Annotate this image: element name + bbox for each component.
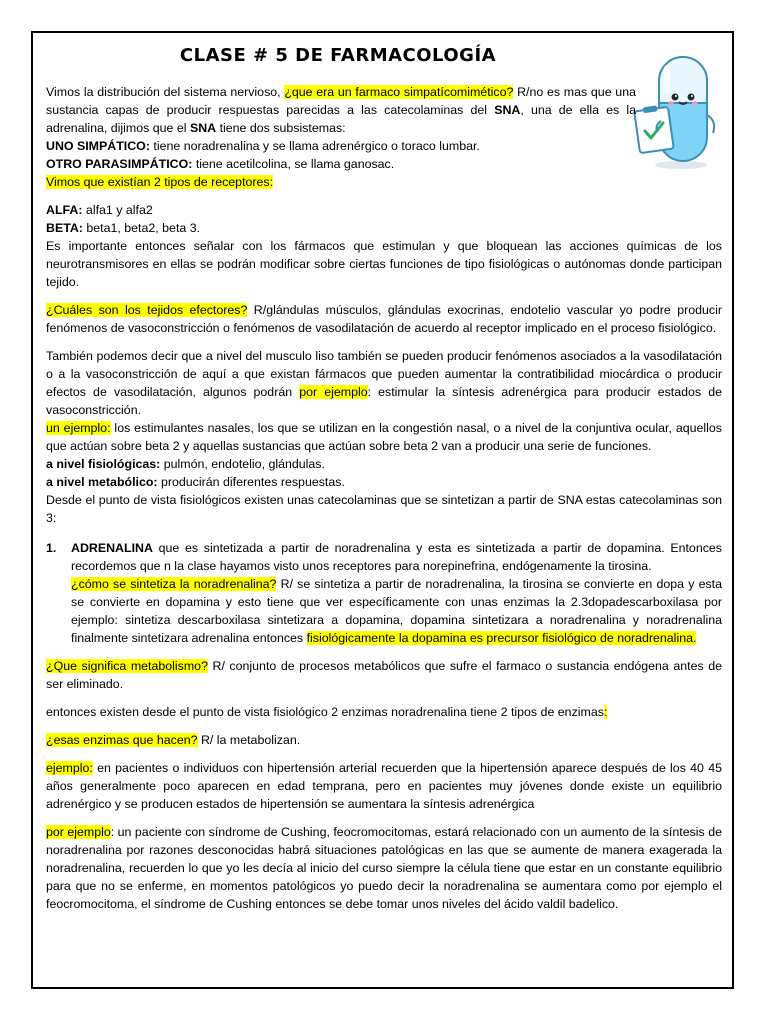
metabolismo-paragraph: ¿Que significa metabolismo? R/ conjunto de procesos metabólicos que sufre el farmaco o sustancia endógena antes de ser eliminado. [46,659,722,691]
ejemplo-hipertension-paragraph: ejemplo: en pacientes o individuos con hipertensión arterial recuerden que la hipertensión aparece después de los 40 45 años generalmente poco aparecen en edad temprana, pero en pacientes muy jóvenes donde existe un equilibrio adrenérgico y se producen estados de hipertensión se aumentara la síntesis adrenérgica [46,761,722,811]
fisiologicas-line: a nivel fisiológicas: pulmón, endotelio, glándulas. [46,457,325,471]
ejemplo-cushing-paragraph: por ejemplo: un paciente con síndrome de Cushing, feocromocitomas, estará relacionado con un aumento de la síntesis de noradrenalina por razones desconocidas habrá situaciones patológicas en las que se aumente de manera exagerada la noradrenalina, recuerden lo que yo les decía al inicio del curso siempre la célula tiene que estar en un constante equilibrio para que no se enferme, en momentos patológicos yo puedo decir la noradrenalina se aumentara como por ejemplo el feocromocitoma, el síndrome de Cushing entonces se debe tomar unos niveles del ácido valdil badelico. [46,825,722,911]
hacen-paragraph: ¿esas enzimas que hacen? R/ la metabolizan. [46,733,301,747]
document-body [46,83,722,913]
question-highlight: ¿que era un farmaco simpatícomimético? [284,85,514,99]
intro-paragraph: Vimos la distribución del sistema nervioso, ¿que era un farmaco simpatícomimético? R/no es mas que una sustancia capas de producir respuestas parecidas a las catecolaminas del SNA, una de ella es la adrenalina, dijimos que el SNA tiene dos subsistemas: [46,85,636,135]
document-page [31,31,734,989]
beta-line: BETA: beta1, beta2, beta 3. [46,221,201,235]
catecolaminas-list [46,539,722,647]
tejidos-paragraph: ¿Cuáles son los tejidos efectores? R/glándulas músculos, glándulas exocrinas, endotelio vascular yo podre producir fenómenos de vasoconstricción o fenómenos de vasodilatación de acuerdo al receptor implicado en el proceso fisiológico. [46,303,722,335]
desde-paragraph: Desde el punto de vista fisiológicos existen unas catecolaminas que se sintetizan a partir de SNA estas catecolaminas son 3: [46,493,722,525]
question-highlight: ¿cómo se sintetiza la noradrenalina? [71,577,277,591]
question-highlight: ¿esas enzimas que hacen? [46,733,198,747]
list-item: 1. ADRENALINA que es sintetizada a partir de noradrenalina y esta es sintetizada a partir de dopamina. Entonces recordemos que n la clase hayamos visto unos receptores para norepinefrina, endógenamente la tirosina. ¿cómo se sintetiza la noradrenalina? R/ se sintetiza a partir de noradrenalina, la tirosina se convierte en dopa y esta se convierte en dopamina y esto tiene que ver específicamente con unas enzimas la 2.3dopadescarboxilasa por ejemplo: sintetiza descarboxilasa sintetizara a dopamina, dopamina sintetizara a noradrenalina y noradrenalina finalmente sintetizara adrenalina entonces fisiológicamente la dopamina es precursor fisiológico de noradrenalina. [46,541,722,645]
musculo-paragraph: También podemos decir que a nivel del musculo liso también se pueden producir fenómenos asociados a la vasodilatación o a la vasoconstricción de aquí a que existan fármacos que pueden aumentar la contratibilidad miocárdica o producir efectos de vasodilatación, algunos podrán por ejemplo: estimular la síntesis adrenérgica para producir estados de vasoconstricción. [46,349,722,417]
importante-paragraph: Es importante entonces señalar con los fármacos que estimulan y que bloquean las acciones químicas de los neurotransmisores en ellas se podrán modificar sobre ciertas funciones de tipo fisiológicas o autónomas donde participan tejido. [46,239,722,289]
receptores-line: Vimos que existían 2 tipos de receptores: [46,175,274,189]
parasimpatico-line: OTRO PARASIMPÁTICO: tiene acetilcolina, se llama ganosac. [46,157,395,171]
metabolico-line: a nivel metabólico: producirán diferentes respuestas. [46,475,345,489]
intro-block [46,83,722,191]
question-highlight: ¿Cuáles son los tejidos efectores? [46,303,248,317]
ejemplo-paragraph: un ejemplo: los estimulantes nasales, los que se utilizan en la congestión nasal, o a nivel de la conjuntiva ocular, aquellos que actúan sobre beta 2 y aquellas sustancias que actúan sobre beta 2 van a producir una serie de funciones. [46,421,722,453]
question-highlight: ¿Que significa metabolismo? [46,659,208,673]
simpatico-line: UNO SIMPÁTICO: tiene noradrenalina y se llama adrenérgico o toraco lumbar. [46,139,480,153]
enzimas-paragraph: entonces existen desde el punto de vista fisiológico 2 enzimas noradrenalina tiene 2 tipos de enzimas: [46,705,608,719]
page-title: CLASE # 5 DE FARMACOLOGÍA [179,45,497,66]
alfa-line: ALFA: alfa1 y alfa2 [46,203,153,217]
